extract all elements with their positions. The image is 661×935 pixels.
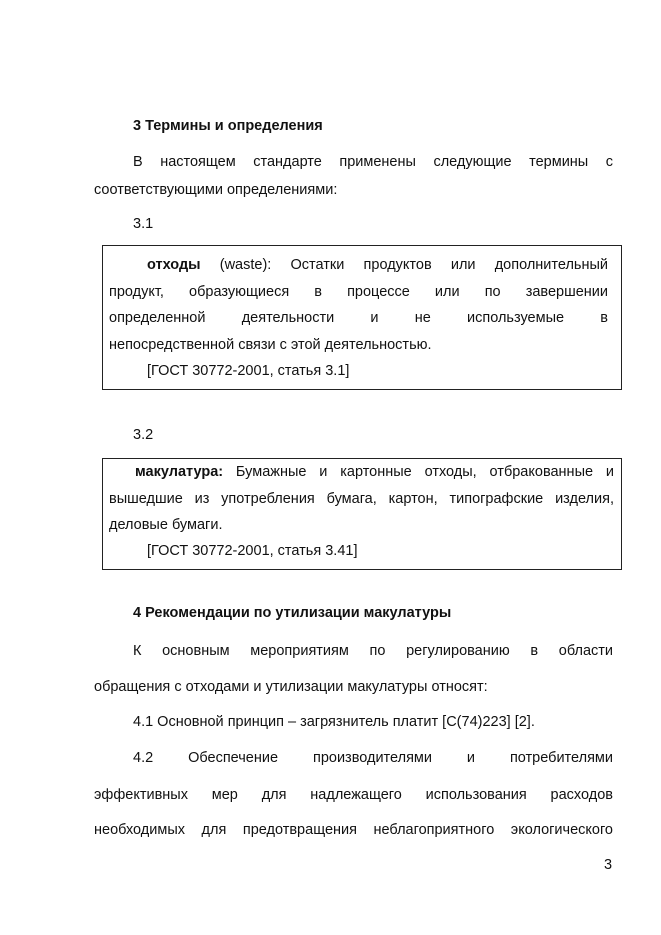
section-4-p1-line-2: обращения с отходами и утилизации макулатуры относят: <box>94 679 488 695</box>
term-number-3-2: 3.2 <box>133 427 154 443</box>
term-waste-line-1 <box>147 256 608 274</box>
section-4-1-line: 4.1 Основной принцип – загрязнитель платит [C(74)223] [2]. <box>133 714 535 730</box>
term-waste-name: отходы <box>147 257 201 273</box>
term-wastepaper-name: макулатура: <box>135 464 224 480</box>
section-4-2-line-3: необходимых для предотвращения неблагоприятного экологического <box>94 822 613 838</box>
section-4-p1-line-1: К основным мероприятиям по регулированию в области <box>133 643 613 659</box>
section-4-2-line-1: 4.2 Обеспечение производителями и потребителями <box>133 750 613 766</box>
term-wastepaper-reference: [ГОСТ 30772-2001, статья 3.41] <box>147 543 358 559</box>
section-4-heading: 4 Рекомендации по утилизации макулатуры <box>133 605 452 621</box>
section-3-heading: 3 Термины и определения <box>133 118 323 134</box>
term-wastepaper-line-2: вышедшие из употребления бумага, картон, типографские изделия, <box>109 491 614 507</box>
page-number: 3 <box>604 857 613 873</box>
term-number-3-1: 3.1 <box>133 216 154 232</box>
term-box-wastepaper <box>102 458 622 570</box>
term-waste-line-4: непосредственной связи с этой деятельностью. <box>109 337 432 353</box>
intro-line-1: В настоящем стандарте применены следующие термины с <box>133 154 613 170</box>
section-4-2-line-2: эффективных мер для надлежащего использования расходов <box>94 787 613 803</box>
term-box-waste <box>102 245 622 390</box>
term-wastepaper-line-1 <box>135 463 614 481</box>
term-waste-line-3: определенной деятельности и не используемые в <box>109 310 608 326</box>
term-wastepaper-def-start: Бумажные и картонные отходы, отбракованные и <box>223 464 614 480</box>
intro-line-2: соответствующими определениями: <box>94 182 338 198</box>
term-waste-line-2: продукт, образующиеся в процессе или по завершении <box>109 284 608 300</box>
term-waste-reference: [ГОСТ 30772-2001, статья 3.1] <box>147 363 350 379</box>
term-waste-def-start: (waste): Остатки продуктов или дополнительный <box>200 257 608 273</box>
term-wastepaper-line-3: деловые бумаги. <box>109 517 223 533</box>
